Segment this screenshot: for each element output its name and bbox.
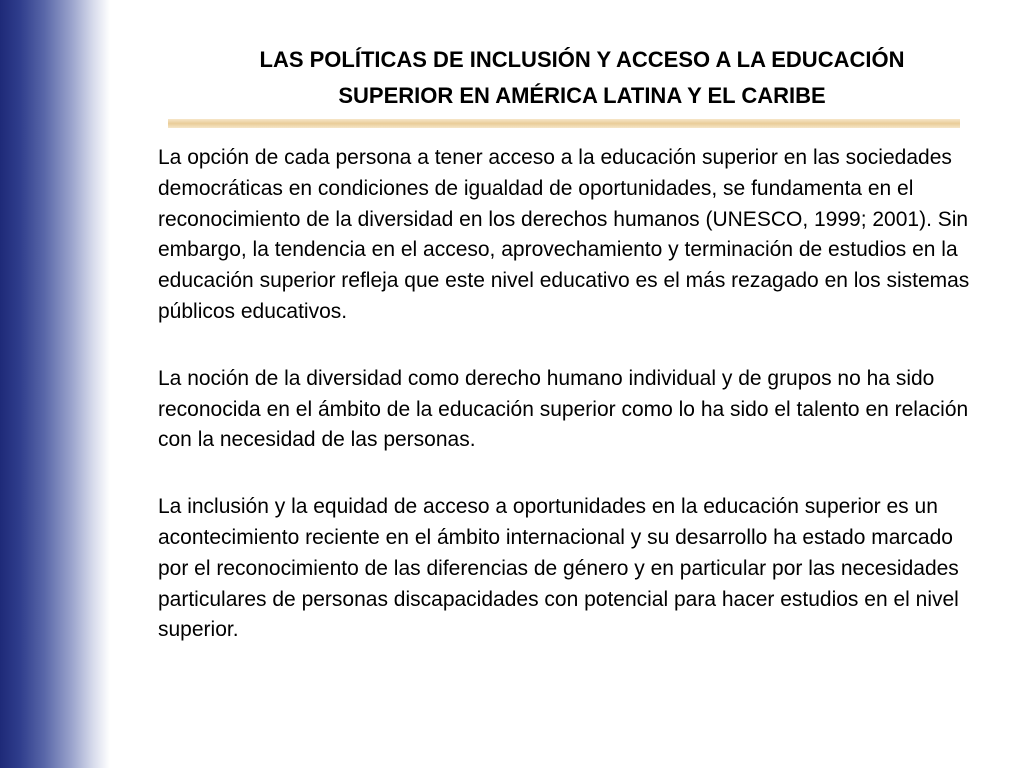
slide-body <box>158 143 988 682</box>
left-decorative-band <box>0 0 110 768</box>
slide-title <box>150 42 1014 114</box>
paragraph-1: La opción de cada persona a tener acceso a la educación superior en las sociedades democráticas en condiciones de igualdad de oportunidades, se fundamenta en el reconocimiento de la diversidad en los derechos humanos (UNESCO, 1999; 2001). Sin embargo, la tendencia en el acceso, aprovechamiento y terminación de estudios en la educación superior refleja que este nivel educativo es el más rezagado en los sistemas públicos educativos. <box>158 146 970 323</box>
paragraph-2: La noción de la diversidad como derecho humano individual y de grupos no ha sido reconocida en el ámbito de la educación superior como lo ha sido el talento en relación con la necesidad de las personas. <box>158 366 969 452</box>
slide-title-line-1: LAS POLÍTICAS DE INCLUSIÓN Y ACCESO A LA EDUCACIÓN <box>259 47 905 72</box>
paragraph-3: La inclusión y la equidad de acceso a oportunidades en la educación superior es un acontecimiento reciente en el ámbito internacional y su desarrollo ha estado marcado por el reconocimiento de las diferencias de género y en particular por las necesidades particulares de personas discapacidades con potencial para hacer estudios en el nivel superior. <box>158 495 959 642</box>
title-underline <box>168 119 960 128</box>
slide-title-line-2: SUPERIOR EN AMÉRICA LATINA Y EL CARIBE <box>338 83 826 108</box>
